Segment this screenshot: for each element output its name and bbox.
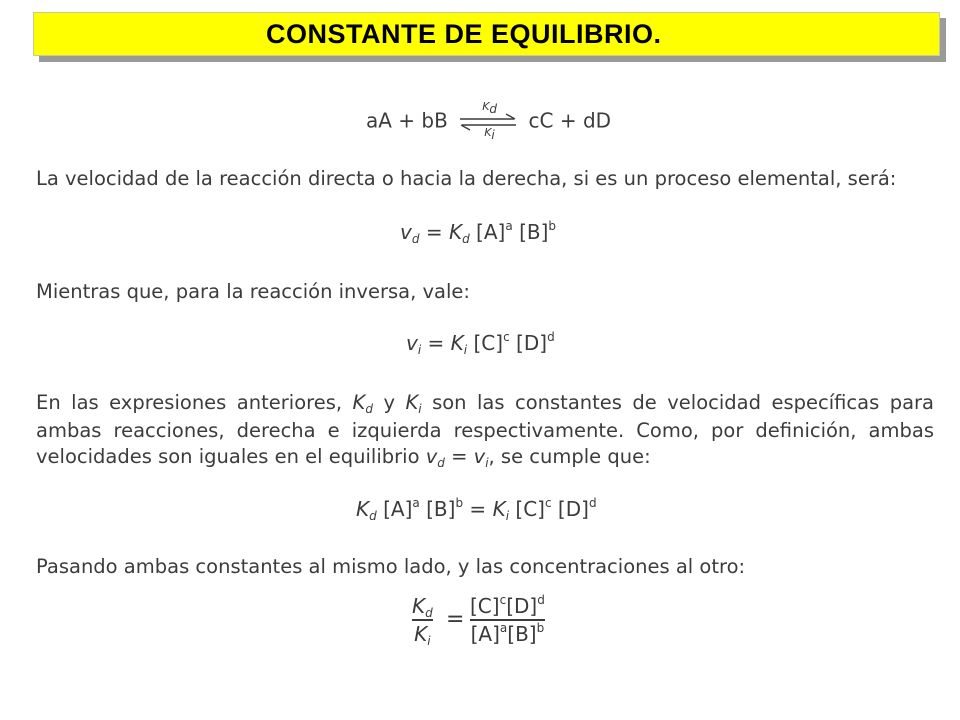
title-banner (33, 12, 940, 60)
equilibrium-arrow-icon (458, 100, 518, 143)
page-title: CONSTANTE DE EQUILIBRIO. (266, 19, 662, 49)
reaction-equation (366, 100, 612, 143)
paragraph-direct-rate: La velocidad de la reacción directa o hacia la derecha, si es un proceso elemental, será: (36, 167, 897, 190)
arrow-bottom-constant: $K_i$ (484, 126, 495, 143)
concentration-ratio-fraction: $[C]^c[D]^d$ $[A]^a[B]^b$ (470, 593, 545, 646)
constant-ratio-fraction: $K_d$ $K_i$ (412, 594, 433, 648)
paragraph-rearrange: Pasando ambas constantes al mismo lado, y las concentraciones al otro: (36, 555, 746, 578)
paragraph-inverse-rate: Mientras que, para la reacción inversa, vale: (36, 280, 470, 303)
reaction-right: cC + dD (528, 108, 612, 133)
title-bar (33, 12, 940, 56)
reaction-left: aA + bB (366, 108, 448, 133)
equals-sign: = (446, 607, 465, 632)
arrow-top-constant: $K_d$ (482, 100, 498, 117)
equation-inverse-rate: $v_i = K_i$ $[C]^c$ $[D]^d$ (406, 330, 555, 357)
equation-equal-rates: $K_d$ $[A]^a$ $[B]^b = K_i$ $[C]^c$ $[D]^d$ (356, 496, 597, 523)
equation-direct-rate: $v_d = K_d$ $[A]^a$ $[B]^b$ (400, 219, 557, 246)
paragraph-equilibrium: En las expresiones anteriores, $K_d$ y $K_i$ son las constantes de velocidad específicas para ambas reacciones, derecha e izquierda respectivamente. Como, por definición, ambas velocidades son iguales en el equilibrio $v_d = v_i$, se cumple que: (36, 391, 935, 470)
